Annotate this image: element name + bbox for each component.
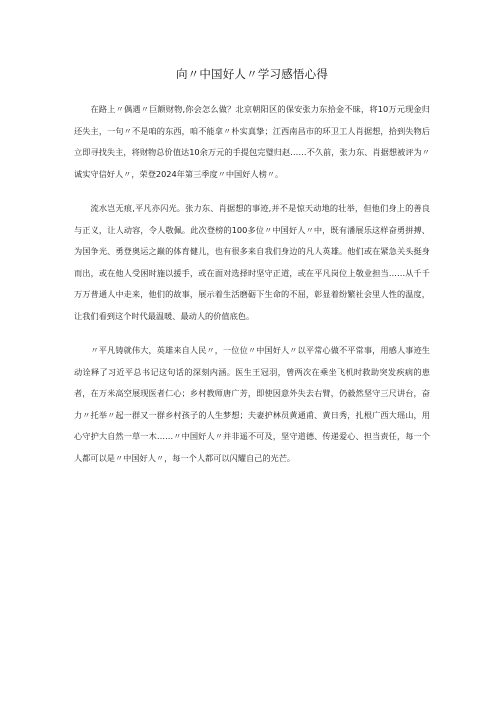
paragraph-2: 流水岂无痕,平凡亦闪光。张力东、肖据想的事迹,并不是惊天动地的壮举，但他们身上的善良与正义，让人动容，令人敬佩。此次登榜的100多位〃中国好人〃中，既有潘展乐这样奋勇拼搏、为国争光、勇登奥运之巅的体育健儿，也有很多来自我们身边的凡人英雄。他们或在紧急关头挺身而出，或在他人受困时施以援手，或在面对选择时坚守正道，或在平凡岗位上敬业担当……从千千万万普通人中走来，他们的故事，展示着生活磨砺下生命的不屈，彰显着纷繁社会里人性的温度，让我们看到这个时代最温暖、最动人的价值底色。 [74,203,430,321]
paragraph-1: 在路上〃偶遇〃巨额财物,你会怎么做？北京朝阳区的保安张力东拾金不昧，将10万元现金归还失主，一句〃不是咱的东西，咱不能拿〃朴实真挚；江西南昌市的环卫工人肖据想，拾到失物后立即寻找失主，将财物总价值达10余万元的手提包完璧归赵……不久前，张力东、肖据想被评为〃诚实守信好人〃，荣登2024年第三季度〃中国好人榜〃。 [74,104,430,179]
paragraph-3: 〃平凡铸就伟大，英雄来自人民〃，一位位〃中国好人〃以平常心做不平常事，用感人事迹生动诠释了习近平总书记这句话的深刻内涵。医生王冠羽，曾两次在乘坐飞机时救助突发疾病的患者，在万米高空展现医者仁心；乡村教师唐广芳，即使因意外失去右臂，仍毅然坚守三尺讲台，奋力〃托举〃起一群又一群乡村孩子的人生梦想；夫妻护林员黄通甫、黄日秀，扎根广西大瑶山，用心守护大自然一草一木……〃中国好人〃并非遥不可及，坚守道德、传递爱心、担当责任，每一个人都可以是〃中国好人〃，每一个人都可以闪耀自己的光芒。 [74,345,430,463]
document-title: 向〃中国好人〃学习感悟心得 [175,67,329,81]
